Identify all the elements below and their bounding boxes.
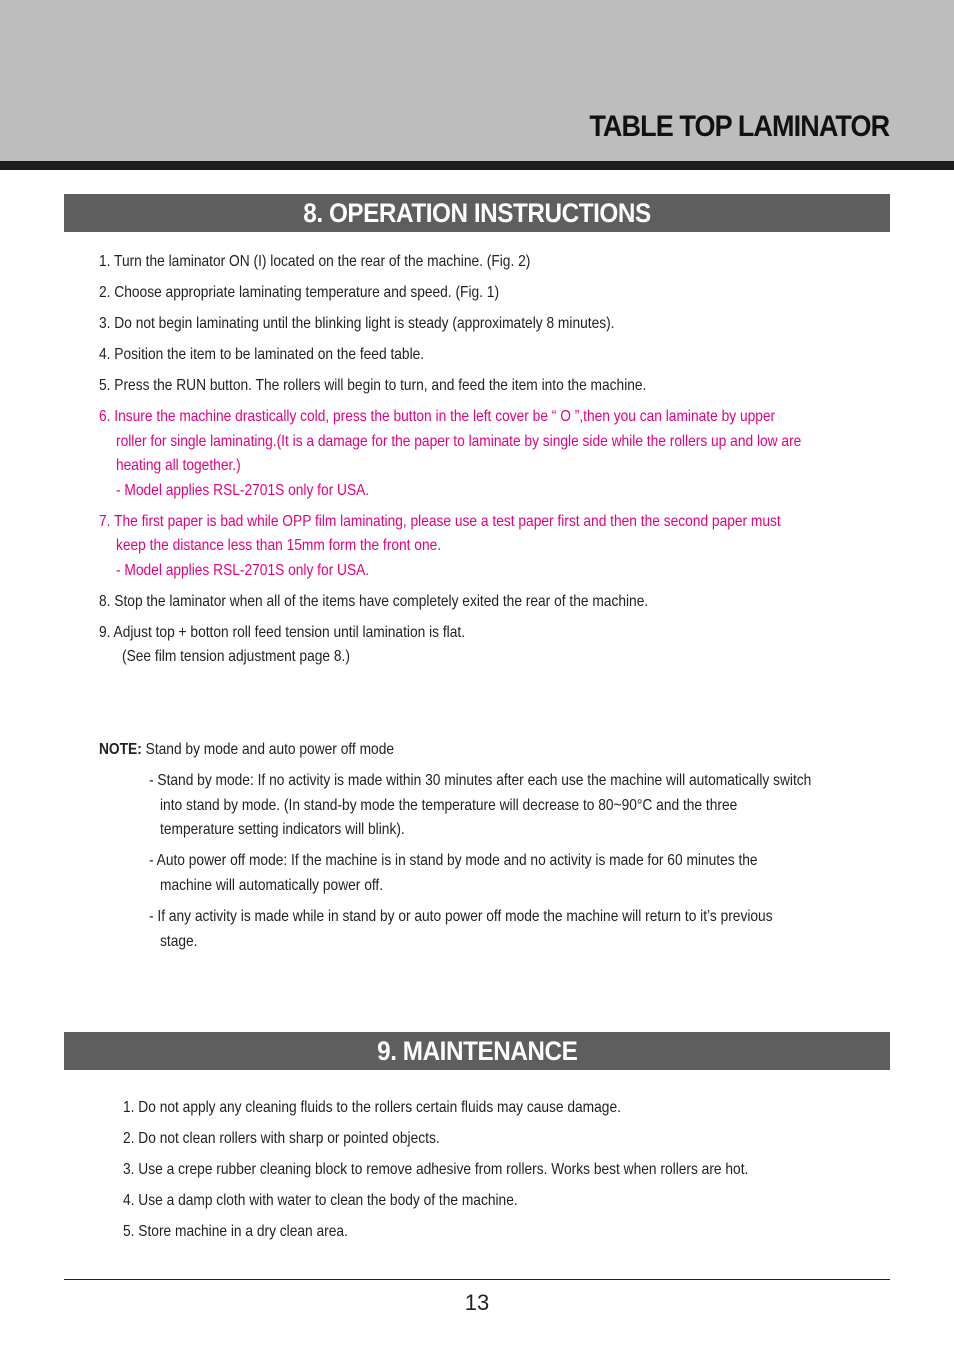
section-heading-text: 8. OPERATION INSTRUCTIONS (303, 197, 651, 228)
instruction-5: 5. Press the RUN button. The rollers will begin to turn, and feed the item into the machine. (99, 377, 647, 394)
instruction-6-line-2: roller for single laminating.(It is a damage for the paper to laminate by single side while the rollers up and low are (116, 433, 802, 450)
instruction-3: 3. Do not begin laminating until the blinking light is steady (approximately 8 minutes). (99, 315, 615, 332)
maintenance-4: 4. Use a damp cloth with water to clean the body of the machine. (123, 1192, 518, 1209)
note-heading (99, 738, 394, 762)
section-heading-text: 9. MAINTENANCE (376, 1035, 578, 1066)
instruction-6-line-3: heating all together.) (116, 457, 241, 474)
instruction-9-line-2: (See film tension adjustment page 8.) (122, 648, 350, 665)
document-title: TABLE TOP LAMINATOR (589, 110, 889, 143)
header-rule (0, 161, 954, 170)
note-standby-line-2: into stand by mode. (In stand-by mode the temperature will decrease to 80~90°C and the three (160, 797, 738, 814)
instruction-6-model-note: - Model applies RSL-2701S only for USA. (116, 482, 370, 499)
maintenance-2: 2. Do not clean rollers with sharp or pointed objects. (123, 1130, 440, 1147)
note-activity-line-2: stage. (160, 933, 198, 950)
instruction-7-line-2: keep the distance less than 15mm form the front one. (116, 537, 442, 554)
instruction-2: 2. Choose appropriate laminating temperature and speed. (Fig. 1) (99, 284, 500, 301)
maintenance-5: 5. Store machine in a dry clean area. (123, 1223, 348, 1240)
instruction-7-line-1: 7. The first paper is bad while OPP film laminating, please use a test paper first and then the second paper must (99, 513, 781, 530)
note-label: NOTE: (99, 741, 142, 758)
note-standby-line-1: - Stand by mode: If no activity is made within 30 minutes after each use the machine will automatically switch (149, 772, 812, 789)
maintenance-3: 3. Use a crepe rubber cleaning block to remove adhesive from rollers. Works best when rollers are hot. (123, 1161, 749, 1178)
instruction-1: 1. Turn the laminator ON (I) located on the rear of the machine. (Fig. 2) (99, 253, 531, 270)
note-standby-line-3: temperature setting indicators will blink). (160, 821, 405, 838)
instruction-6-line-1: 6. Insure the machine drastically cold, press the button in the left cover be “ O ”,then you can laminate by upper (99, 408, 776, 425)
note-activity-line-1: - If any activity is made while in stand by or auto power off mode the machine will return to it’s previous (149, 908, 773, 925)
instruction-9-line-1: 9. Adjust top + botton roll feed tension until lamination is flat. (99, 624, 466, 641)
maintenance-1: 1. Do not apply any cleaning fluids to the rollers certain fluids may cause damage. (123, 1099, 621, 1116)
note-text: Stand by mode and auto power off mode (141, 741, 394, 758)
instruction-8: 8. Stop the laminator when all of the items have completely exited the rear of the machine. (99, 593, 649, 610)
section-heading-maintenance (64, 1032, 890, 1070)
section-heading-operation (64, 194, 890, 232)
note-autooff-line-2: machine will automatically power off. (160, 877, 384, 894)
footer-rule (64, 1279, 890, 1280)
instruction-7-model-note: - Model applies RSL-2701S only for USA. (116, 562, 370, 579)
instruction-4: 4. Position the item to be laminated on the feed table. (99, 346, 425, 363)
note-autooff-line-1: - Auto power off mode: If the machine is in stand by mode and no activity is made for 60 minutes the (149, 852, 758, 869)
page-number: 13 (464, 1290, 490, 1315)
